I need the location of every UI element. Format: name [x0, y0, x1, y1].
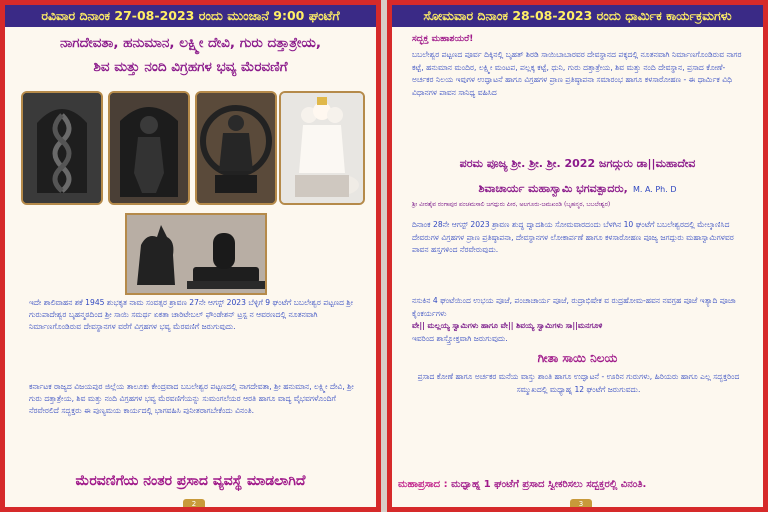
right-footer: [398, 479, 757, 490]
statue-photos: [21, 91, 361, 201]
swamiji-line1: ಪರಮ ಪೂಜ್ಯ ಶ್ರೀ. ಶ್ರೀ. ಶ್ರೀ. 2022 ಜಗದ್ಗುರು ಡಾ||ಮಹಾದೇವ: [459, 157, 696, 170]
right-page-header: ಸೋಮವಾರ ದಿನಾಂಕ 28-08-2023 ರಂದು ಧಾರ್ಮಿಕ ಕಾರ್ಯಕ್ರಮಗಳು: [392, 5, 763, 27]
swamiji-line2: ಶಿವಾಚಾರ್ಯ ಮಹಾಸ್ವಾಮಿ ಭಗವತ್ಪಾದರು,: [478, 182, 628, 195]
right-paragraph-1: ಬಬಲೇಶ್ವರ ಪಟ್ಟಣದ ಪೂರ್ವ ದಿಕ್ಕಿನಲ್ಲಿ ಬೃಹತ್ ಶಿರಡಿ ಸಾಯಿಬಾಬಾರವರ ದೇವಸ್ಥಾನದ ಪಕ್ಕದಲ್ಲಿ ನೂತನವಾಗಿ ನಿರ್ಮಾಣಗೊಂಡಿರುವ ನಾಗರ ಕಟ್ಟೆ, ಹನುಮಾನ ಮಂದಿರ, ಲಕ್ಷ್ಮೀ ಮಂಟಪ, ಪಲ್ಲಕ್ಕ ಕಟ್ಟೆ, ಧುನಿ, ಗುರು ದತ್ತಾತ್ರೇಯ, ಶಿವ ಮತ್ತು ನಂದಿ ದೇವಸ್ಥಾನ, ಪ್ರಸಾದ ಕೋಣೆ-ಅರ್ಚಕರ ನಿಲಯ ಇವುಗಳ ಉದ್ಘಾಟನೆ ಹಾಗೂ ವಿಗ್ರಹಗಳ ಪ್ರಾಣ ಪ್ರತಿಷ್ಠಾಪನಾ ಸಮಾರಂಭ ಹಾಗೂ ಕಳಸಾರೋಹಣ - ಈ ಧಾರ್ಮಿಕ ವಿಧಿ ವಿಧಾನಗಳ ಪಾವನ ಸಾನಿಧ್ಯ ವಹಿಸಿದ: [412, 50, 742, 97]
right-paragraph-2: ದಿನಾಂಕ 28ನೇ ಆಗಸ್ಟ್ 2023 ಶ್ರಾವಣ ಶುದ್ಧ ದ್ವಾದಶಿಯ ಸೋಮವಾರದಂದು ಬೆಳಗಿನ 10 ಘಂಟೆಗೆ ಬಬಲೇಶ್ವರದಲ್ಲಿ ಮೇಲ್ಕಾಣಿಸಿದ ದೇವರುಗಳ ವಿಗ್ರಹಗಳ ಪ್ರಾಣ ಪ್ರತಿಷ್ಠಾಪನಾ, ದೇವಸ್ಥಾನಗಳ ಲೋಕಾರ್ಪಣೆ ಹಾಗೂ ಕಳಸಾರೋಹಣ ಪೂಜ್ಯ ಜಗದ್ಗುರು ಮಹಾಸ್ವಾಮಿಗಳವರ ಪಾವನ ಹಸ್ತಗಳಿಂದ ನೆರವೇರುವುದು.: [412, 220, 734, 255]
dattatreya-statue-photo: [279, 91, 365, 205]
right-paragraph-3: [412, 295, 745, 345]
right-page: [387, 0, 768, 512]
lakshmi-statue-photo: [195, 91, 277, 205]
swamiji-place: ಶ್ರೀ ವೀರಶೈವ ರಂಗಾಪುರ ಪಂಚಮಸಾಲಿ ಜಗದ್ಗುರು ಪೀಠ, ಅಲಗೂರು-ಜಮಖಂಡಿ (ಬೃಹನ್ಮಠ, ಬಬಲೇಶ್ವರ): [412, 201, 611, 208]
geeta-sai-nilaya-band: ಗೀತಾ ಸಾಯಿ ನಿಲಯ: [537, 351, 618, 365]
swamiji-line2-row: [400, 177, 755, 196]
left-page-header: ರವಿವಾರ ದಿನಾಂಕ 27-08-2023 ರಂದು ಮುಂಜಾನೆ 9:00 ಘಂಟೆಗೆ: [5, 5, 376, 27]
para3-end: ಇವರಿಂದ ಶಾಸ್ತ್ರೋಕ್ತವಾಗಿ ಜರುಗುವುದು.: [412, 333, 508, 343]
left-page-number: 2: [183, 499, 205, 509]
left-page: [0, 0, 381, 512]
swamiji-degree: M. A. Ph. D: [632, 185, 677, 194]
left-footer: ಮೆರವಣಿಗೆಯ ನಂತರ ಪ್ರಸಾದ ವ್ಯವಸ್ಥೆ ಮಾಡಲಾಗಿದೆ: [75, 473, 306, 489]
nandi-shivalinga-photo: [125, 213, 267, 295]
left-title-line2: ಶಿವ ಮತ್ತು ನಂದಿ ವಿಗ್ರಹಗಳ ಭವ್ಯ ಮೆರವಣಿಗೆ: [93, 59, 288, 75]
footer-text: ಮಧ್ಯಾಹ್ನ 1 ಘಂಟೆಗೆ ಪ್ರಸಾದ ಸ್ವೀಕರಿಸಲು ಸದ್ಭಕ್ತರಲ್ಲಿ ವಿನಂತಿ.: [451, 479, 647, 490]
footer-label: ಮಹಾಪ್ರಸಾದ :: [398, 479, 448, 490]
left-title-line1: ನಾಗದೇವತಾ, ಹನುಮಾನ, ಲಕ್ಷ್ಮೀ ದೇವಿ, ಗುರು ದತ್ತಾತ್ರೇಯ,: [60, 35, 321, 51]
greeting: ಸದ್ಭಕ್ತ ಮಹಾಶಯರೆ!: [412, 34, 474, 44]
para3-highlight: ವೇ|| ಮಲ್ಲಯ್ಯ ಸ್ವಾಮಿಗಳು ಹಾಗೂ ವೇ|| ಶಿವಯ್ಯ ಸ್ವಾಮಿಗಳು ಸಾ||ಮನಗೂಳಿ: [412, 321, 603, 331]
right-paragraph-4: ಪ್ರಸಾದ ಕೋಣೆ ಹಾಗೂ ಅರ್ಚಕರ ಮನೆಯ ವಾಸ್ತು ಶಾಂತಿ ಹಾಗೂ ಉದ್ಘಾಟನೆ - ಊರಿನ ಗುರುಗಳು, ಹಿರಿಯರು ಹಾಗೂ ಎಲ್ಲ ಸದ್ಭಕ್ತರಿಂದ ಸಮ್ಮುಖದಲ್ಲಿ ಮಧ್ಯಾಹ್ನ 12 ಘಂಟೆಗೆ ಜರುಗುವದು.: [417, 372, 740, 394]
right-page-number: 3: [570, 499, 592, 509]
para3-text: ನಸುಕಿನ 4 ಘಂಟೆಯಿಂದ ಉಭಯ ಪೂಜೆ, ಪಂಚಾಚಾರ್ಯ ಪೂಜೆ, ರುದ್ರಾಭಿಷೇಕ ವ ರುದ್ರಹೋಮ-ಹವನ ನವಗ್ರಹ ಪೂಜೆ ಇತ್ಯಾದಿ ಪೂಜಾ ಕೈಂಕರ್ಯಗಳು: [412, 296, 736, 318]
left-paragraph-1: ಇದೇ ಶಾಲಿವಾಹನ ಶಕೆ 1945 ಶುಭಕೃತ ನಾಮ ಸಂವತ್ಸರ ಶ್ರಾವಣ 27ನೇ ಆಗಸ್ಟ್ 2023 ಬೆಳ್ಳಿಗೆ 9 ಘಂಟೆಗೆ ಬಬಲೇಶ್ವರ ಪಟ್ಟಣದ ಶ್ರೀ ಗುರುಪಾದೇಶ್ವರ ಬೃಹನ್ಮಠದಿಂದ ಶ್ರೀ ಸಾಯಿ ಸಮರ್ಥ ಏಕತಾ ಚಾರಿಟೇಬಲ್ ಫೌಂಡೇಶನ್ ಟ್ರಸ್ಟ ನ ಆವರಣದಲ್ಲಿ ನೂತನವಾಗಿ ನಿರ್ಮಾಣಗೊಂಡಿರುವ ದೇವಸ್ಥಾನಗಳ ವರೆಗೆ ವಿಗ್ರಹಗಳ ಭವ್ಯ ಮೆರವಣಿಗೆ ಜರುಗುವುದು.: [29, 298, 354, 331]
left-paragraph-2: ಕರ್ನಾಟಕ ರಾಜ್ಯದ ವಿಜಯಪುರ ಜಿಲ್ಲೆಯ ತಾಲೂಕು ಕೇಂದ್ರವಾದ ಬಬಲೇಶ್ವರ ಪಟ್ಟಣದಲ್ಲಿ ನಾಗದೇವತಾ, ಶ್ರೀ ಹನುಮಾನ, ಲಕ್ಷ್ಮೀ ದೇವಿ, ಶ್ರೀ ಗುರು ದತ್ತಾತ್ರೇಯ, ಶಿವ ಮತ್ತು ನಂದಿ ವಿಗ್ರಹಗಳ ಭವ್ಯ ಮೆರವಣಿಗೆಯನ್ನು ಸುಮಂಗಲೆಯರ ಆರತಿ ಹಾಗೂ ವಾದ್ಯ ವೈಭವಗಳೊಂದಿಗೆ ನೆರವೇರಲಿದೆ ಸದ್ಭಕ್ತರು ಈ ಪುಣ್ಯಮಯ ಕಾರ್ಯದಲ್ಲಿ ಭಾಗವಹಿಸಿ ಪುನೀತರಾಗಬೇಕೆಂದು ವಿನಂತಿ.: [29, 382, 354, 415]
naga-statue-photo: [21, 91, 103, 205]
hanuman-statue-photo: [108, 91, 190, 205]
